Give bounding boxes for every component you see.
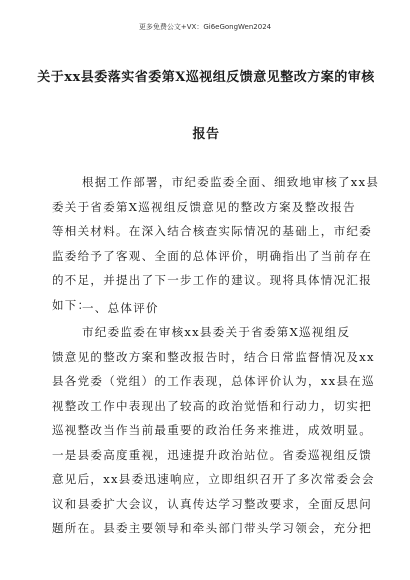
- text-line: 题所在。县委主要领导和牵头部门带头学习领会，充分把: [52, 521, 372, 535]
- document-title-line-1: 关于xx县委落实省委第X巡视组反馈意见整改方案的审核: [37, 70, 375, 85]
- text-line: 巡视整改当作当前最重要的政治任务来推进，成效明显。: [52, 423, 372, 437]
- text-line: 监委给予了客观、全面的总体评价，明确指出了当前存在: [52, 248, 372, 263]
- text-line: 市纪委监委在审核xx县委关于省委第X巡视组反: [82, 325, 351, 339]
- text-line: 等相关材料。在深入结合核查实际情况的基础上，市纪委: [52, 224, 372, 238]
- text-line: 委关于省委第X巡视组反馈意见的整改方案及整改报告: [52, 199, 356, 214]
- text-line: 议和县委扩大会议，认真传达学习整改要求，全面反思问: [52, 496, 372, 511]
- text-line: 根据工作部署，市纪委监委全面、细致地审核了xx县: [82, 175, 380, 189]
- document-title-line-2: 报告: [192, 127, 220, 142]
- text-line: 的不足，并提出了下一步工作的建议。现将具体情况汇报: [52, 273, 372, 287]
- text-line: 县各党委（党组）的工作表现，总体评价认为，xx县在巡: [52, 374, 375, 388]
- header-note: 更多免费公文+VX：Gi6eGongWen2024: [138, 23, 272, 31]
- text-line: 视整改工作中表现出了较高的政治觉悟和行动力，切实把: [52, 398, 372, 413]
- text-line: 一是县委高度重视，迅速提升政治站位。省委巡视组反馈: [52, 447, 372, 462]
- paragraph-evaluation: [52, 320, 375, 541]
- paragraph-intro: [52, 170, 380, 317]
- text-line: 意见后，xx县委迅速响应，立即组织召开了多次常委会会: [52, 472, 375, 486]
- section-heading-text: 一、总体评价: [82, 301, 159, 315]
- text-line: 如下：: [52, 297, 91, 312]
- section-heading: [52, 296, 362, 321]
- text-line: 馈意见的整改方案和整改报告时，结合日常监督情况及xx: [52, 349, 375, 364]
